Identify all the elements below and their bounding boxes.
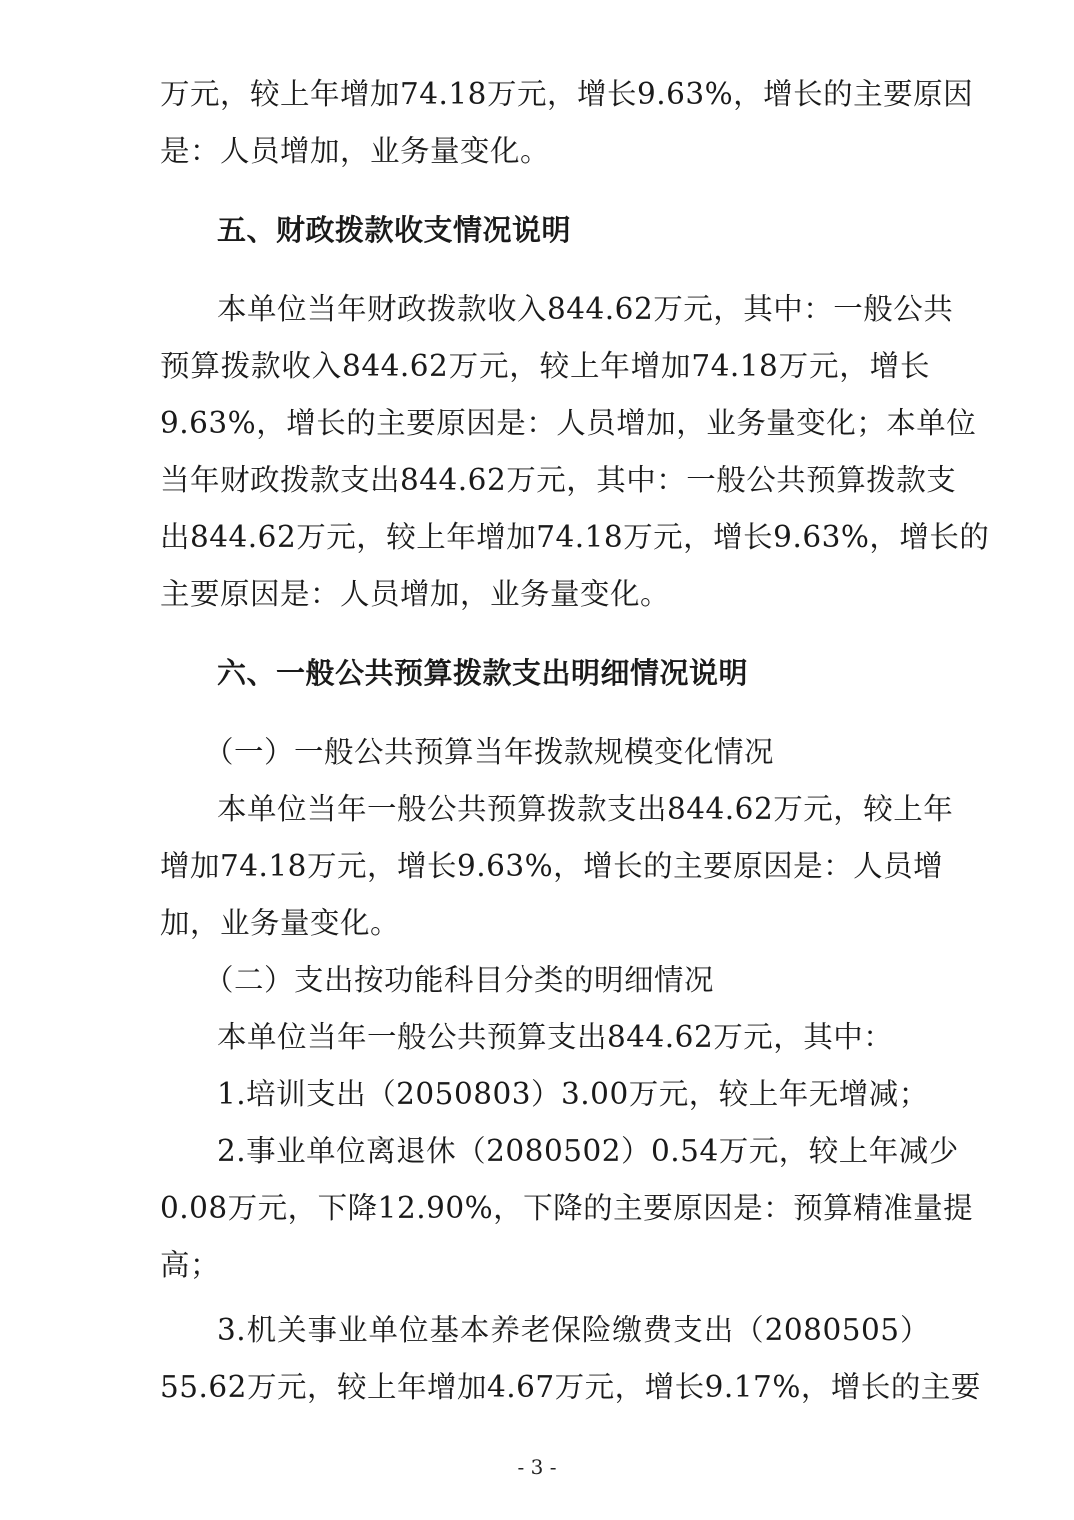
paragraph-line: 出844.62万元，较上年增加74.18万元，增长9.63%，增长的	[160, 520, 990, 554]
subsection-heading-2: （二）支出按功能科目分类的明细情况	[204, 963, 715, 997]
paragraph-line: 主要原因是：人员增加，业务量变化。	[160, 577, 671, 611]
list-item-2-line: 高；	[160, 1248, 221, 1282]
paragraph-line: 本单位当年财政拨款收入844.62万元，其中：一般公共	[217, 292, 954, 326]
section-heading-5: 五、财政拨款收支情况说明	[217, 213, 572, 247]
list-item-3-line: 3.机关事业单位基本养老保险缴费支出（2080505）	[217, 1313, 930, 1347]
paragraph-line: 增加74.18万元，增长9.63%，增长的主要原因是：人员增	[160, 849, 944, 883]
paragraph-line: 加，业务量变化。	[160, 906, 401, 940]
subsection-heading-1: （一）一般公共预算当年拨款规模变化情况	[204, 735, 775, 769]
paragraph-line: 本单位当年一般公共预算拨款支出844.62万元，较上年	[217, 792, 954, 826]
list-item-2-line: 0.08万元，下降12.90%，下降的主要原因是：预算精准量提	[160, 1191, 974, 1225]
paragraph-line: 是：人员增加，业务量变化。	[160, 134, 551, 168]
page-number: - 3 -	[517, 1455, 557, 1479]
paragraph-line: 万元，较上年增加74.18万元，增长9.63%，增长的主要原因	[160, 77, 974, 111]
paragraph-line: 本单位当年一般公共预算支出844.62万元，其中：	[217, 1020, 894, 1054]
list-item-2-line: 2.事业单位离退休（2080502）0.54万元，较上年减少	[217, 1134, 959, 1168]
list-item-1: 1.培训支出（2050803）3.00万元，较上年无增减；	[217, 1077, 929, 1111]
document-page	[160, 66, 990, 1416]
list-item-3-line: 55.62万元，较上年增加4.67万元，增长9.17%，增长的主要	[160, 1370, 981, 1404]
paragraph-line: 9.63%，增长的主要原因是：人员增加，业务量变化；本单位	[160, 406, 977, 440]
section-heading-6: 六、一般公共预算拨款支出明细情况说明	[217, 656, 749, 690]
paragraph-line: 预算拨款收入844.62万元，较上年增加74.18万元，增长	[160, 349, 930, 383]
paragraph-line: 当年财政拨款支出844.62万元，其中：一般公共预算拨款支	[160, 463, 957, 497]
